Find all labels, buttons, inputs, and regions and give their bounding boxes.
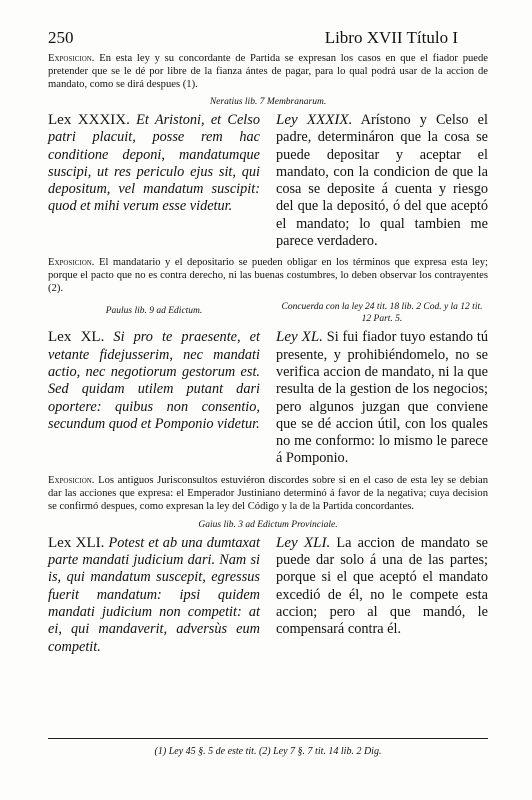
spanish-law-heading: Ley XXXIX. [276, 112, 353, 128]
latin-column [48, 535, 260, 656]
latin-law-heading: Lex XLI. [48, 534, 105, 551]
exposition-paragraph [48, 52, 488, 91]
running-title: Libro XVII Título I [324, 28, 458, 47]
parallel-columns [48, 112, 488, 250]
latin-law-text: Et Aristoni, et Celso patri placuit, posse rem hac conditione deponi, mandatumque suscipi, ut res periculo ejus sit, qui depositum, vel mandatum suscipit: quod et mihi verum esse videtur. [48, 112, 260, 215]
source-citation: Gaius lib. 3 ad Edictum Provinciale. [198, 519, 338, 530]
exposition-paragraph [48, 474, 488, 513]
parallel-columns [48, 535, 488, 656]
spanish-law-heading: Ley XLI. [276, 534, 331, 551]
spanish-column [276, 535, 488, 656]
exposition-text: Los antiguos Jurisconsultos estuviéron discordes sobre si en el caso de esta ley se debian dar las acciones que expresa: el Emperador Justiniano determinó á favor de la negativa; cuya decision se confirmó despues, como expresan la ley del Código y la de la Partida concordantes. [48, 474, 488, 512]
latin-column [48, 112, 260, 250]
source-citation-row [48, 301, 488, 325]
latin-column [48, 329, 260, 467]
page-header [48, 28, 488, 50]
spanish-law-text: Si fui fiador tuyo estando tú presente, y prohibiéndomelo, no se verifica accion de mandato, ni la que resulta de la gestion de los negocios; pero algunos juzgan que conviene que se dé accion útil, con los quales no me conformo: lo mismo le parece á Pomponio. [276, 329, 489, 467]
footnote-rule [48, 738, 488, 739]
latin-law-heading: Lex XXXIX. [48, 112, 130, 128]
exposition-text: El mandatario y el depositario se pueden obligar en los términos que expresa esta ley; porque el pacto que no es contra derecho, ni las buenas costumbres, lo deben observar los contrayentes (2). [48, 257, 488, 295]
latin-law-text: Potest et ab una dumtaxat parte mandati judicium dari. Nam si is, qui mandatum suscepit, egressus fuerit mandatum: ipsi quidem mandati judicium non competit: at ei, qui mandaverit, adversùs eum competit. [48, 534, 260, 655]
exposition-paragraph [48, 256, 488, 295]
source-citation: Paulus lib. 9 ad Edictum. [105, 306, 203, 317]
spanish-law-text: Arístono y Celso el padre, determináron que la cosa se puede depositar y aceptar el mandato, con la condicion de que la cosa se deposite á cuenta y riesgo del que la depositó, ó del que aceptó el mandato; lo qual tambien me parece verdadero. [276, 112, 488, 250]
spanish-column [276, 112, 488, 250]
exposition-lead: Exposicion. [48, 257, 95, 269]
latin-law-text: Si pro te praesente, et vetante fidejusserim, nec mandati actio, nec negotiorum gestorum est. Sed quidam utilem putant dari oportere: quibus non consentio, secundum quod et Pomponio videtur. [48, 329, 260, 432]
exposition-lead: Exposicion. [48, 474, 95, 486]
latin-law-heading: Lex XL. [48, 329, 105, 346]
parallel-columns [48, 329, 488, 467]
exposition-text: En esta ley y su concordante de Partida se expresan los casos en que el fiador puede pretender que se le dé por libre de la fianza ántes de pagar, para lo qual podrá usar de la accion de mandato, como se dirá despues (1). [48, 53, 488, 90]
book-page [48, 28, 489, 757]
exposition-lead: Exposicion. [48, 53, 95, 64]
concordance-citation: Concuerda con la ley 24 tit. 18 lib. 2 Cod. y la 12 tit. 12 Part. 5. [281, 302, 483, 325]
page-number: 250 [48, 28, 74, 47]
spanish-law-text: La accion de mandato se puede dar solo á una de las partes; porque si el que aceptó el mandato excedió de él, no le compete esta accion; pero al que mandó, le compensará contra él. [276, 534, 488, 638]
spanish-law-heading: Ley XL. [276, 329, 323, 346]
footnote: (1) Ley 45 §. 5 de este tit. (2) Ley 7 §. 7 tit. 14 lib. 2 Dig. [154, 746, 382, 757]
spanish-column [276, 329, 488, 467]
source-citation: Neratius lib. 7 Membranarum. [209, 97, 327, 107]
